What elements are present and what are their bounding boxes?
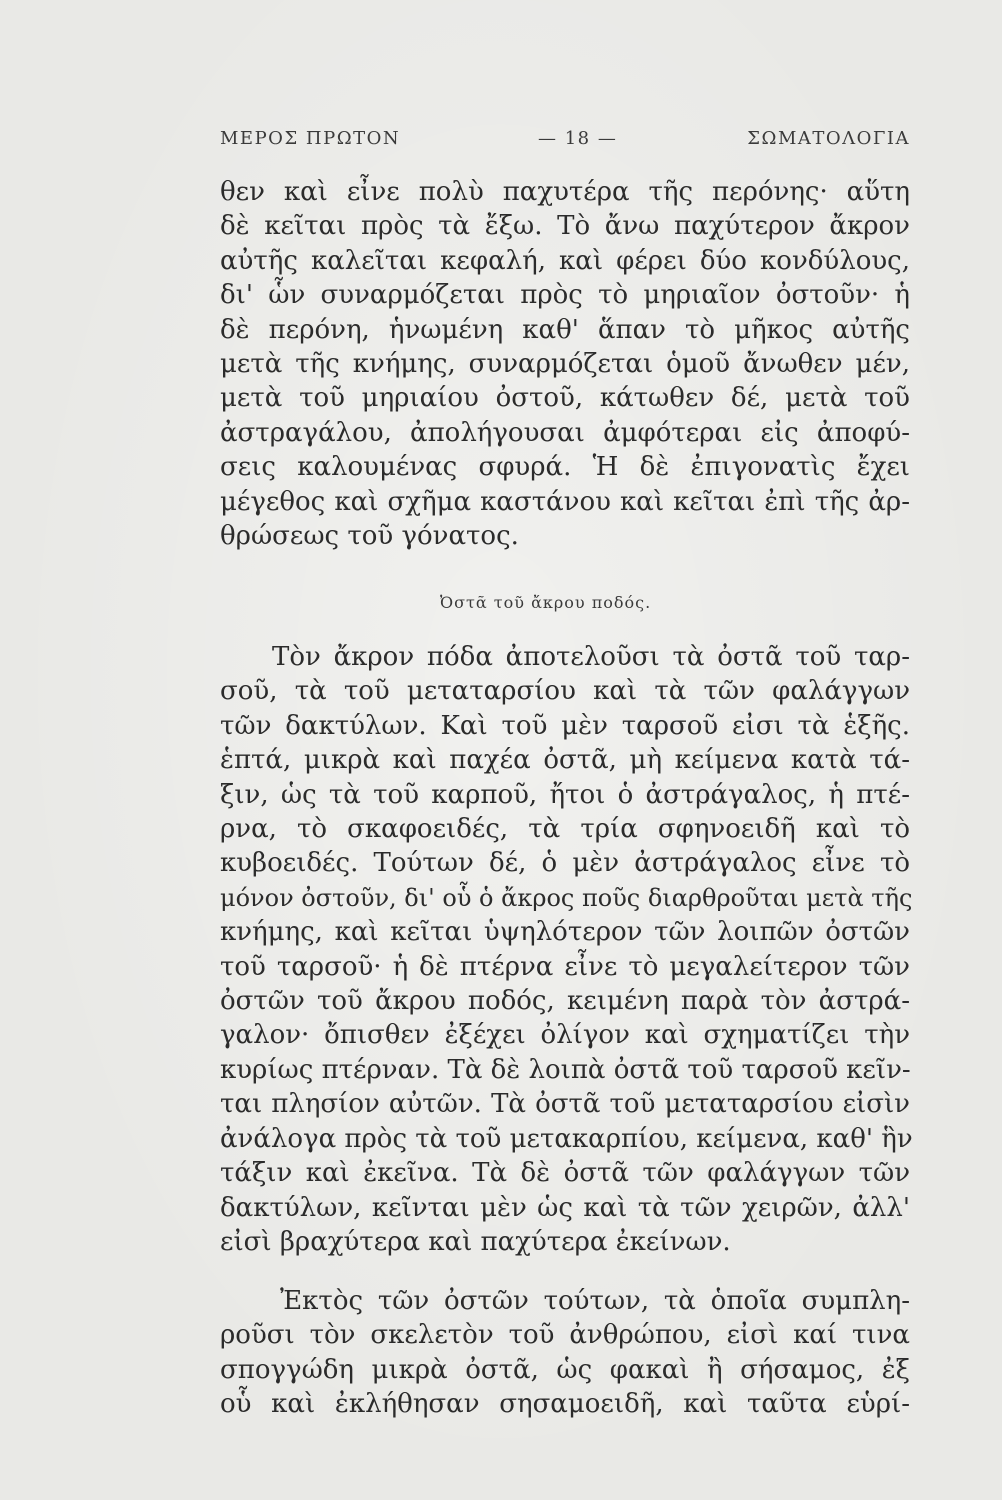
text-line: δακτύλων, κεῖνται μὲν ὡς καὶ τὰ τῶν χειρῶν, ἀλλ' (220, 1192, 910, 1223)
text-line: ἀστραγάλου, ἀπολήγουσαι ἀμφότεραι εἰς ἀποφύ- (220, 417, 910, 448)
text-line: σεις καλουμένας σφυρά. Ἡ δὲ ἐπιγονατὶς ἔχει (220, 452, 910, 483)
text-line: τοῦ ταρσοῦ· ἡ δὲ πτέρνα εἶνε τὸ μεγαλείτερον τῶν (220, 951, 910, 982)
header-part-title: ΜΕΡΟΣ ΠΡΩΤΟΝ (220, 128, 401, 149)
text-line: Ἐκτὸς τῶν ὀστῶν τούτων, τὰ ὁποῖα συμπλη- (280, 1286, 910, 1316)
header-book-title: ΣΩΜΑΤΟΛΟΓΙΑ (747, 128, 910, 149)
text-line: ται πλησίον αὐτῶν. Τὰ ὀστᾶ τοῦ μεταταρσίου εἰσὶν (220, 1089, 910, 1120)
text-line: θρώσεως τοῦ γόνατος. (220, 521, 519, 552)
text-line: δὲ κεῖται πρὸς τὰ ἔξω. Τὸ ἄνω παχύτερον ἄκρον (220, 211, 910, 242)
text-line: τάξιν καὶ ἐκεῖνα. Τὰ δὲ ὀστᾶ τῶν φαλάγγων τῶν (220, 1158, 910, 1189)
text-line: κνήμης, καὶ κεῖται ὑψηλότερον τῶν λοιπῶν ὀστῶν (220, 917, 910, 948)
text-line: ὀστῶν τοῦ ἄκρου ποδός, κειμένη παρὰ τὸν ἀστρά- (220, 986, 910, 1017)
text-line: γαλον· ὄπισθεν ἐξέχει ὀλίγον καὶ σχηματίζει τὴν (220, 1020, 910, 1051)
text-line: σοῦ, τὰ τοῦ μεταταρσίου καὶ τὰ τῶν φαλάγγων (220, 676, 910, 707)
paragraph-3 (220, 1284, 910, 1422)
text-line: εἰσὶ βραχύτερα καὶ παχύτερα ἐκείνων. (220, 1226, 731, 1257)
text-line: μετὰ τῆς κνήμης, συναρμόζεται ὁμοῦ ἄνωθεν μέν, (220, 349, 910, 380)
text-line: σπογγώδη μικρὰ ὀστᾶ, ὡς φακαὶ ἢ σήσαμος, ἐξ (220, 1354, 910, 1385)
paragraph-2 (220, 640, 913, 1259)
page-number: — 18 — (538, 128, 618, 149)
text-line: θεν καὶ εἶνε πολὺ παχυτέρα τῆς περόνης· αὕτη (220, 177, 910, 207)
text-line: ροῦσι τὸν σκελετὸν τοῦ ἀνθρώπου, εἰσὶ καί τινα (220, 1320, 910, 1351)
running-header (220, 128, 910, 158)
text-line: ξιν, ὡς τὰ τοῦ καρποῦ, ἤτοι ὁ ἀστράγαλος, ἡ πτέ- (220, 779, 910, 810)
text-line: κυβοειδές. Τούτων δέ, ὁ μὲν ἀστράγαλος εἶνε τὸ (220, 848, 910, 879)
text-line: οὗ καὶ ἐκλήθησαν σησαμοειδῆ, καὶ ταῦτα εὑρί- (220, 1389, 910, 1420)
text-line: ἀνάλογα πρὸς τὰ τοῦ μετακαρπίου, κείμενα, καθ' ἣν (220, 1123, 913, 1154)
text-line: ρνα, τὸ σκαφοειδές, τὰ τρία σφηνοειδῆ καὶ τὸ (220, 814, 910, 845)
text-line: δι' ὧν συναρμόζεται πρὸς τὸ μηριαῖον ὀστοῦν· ἡ (220, 280, 910, 311)
paragraph-1 (220, 175, 910, 553)
text-line: μέγεθος καὶ σχῆμα καστάνου καὶ κεῖται ἐπὶ τῆς ἀρ- (220, 486, 910, 517)
section-subheading: Ὀστᾶ τοῦ ἄκρου ποδός. (440, 593, 652, 612)
text-line: μόνον ὀστοῦν, δι' οὗ ὁ ἄκρος ποῦς διαρθροῦται μετὰ τῆς (220, 883, 913, 912)
text-line: τῶν δακτύλων. Καὶ τοῦ μὲν ταρσοῦ εἰσι τὰ ἑξῆς. (220, 710, 910, 741)
text-line: κυρίως πτέρναν. Τὰ δὲ λοιπὰ ὀστᾶ τοῦ ταρσοῦ κεῖν- (220, 1054, 911, 1085)
text-line: μετὰ τοῦ μηριαίου ὀστοῦ, κάτωθεν δέ, μετὰ τοῦ (220, 383, 910, 414)
text-line: αὐτῆς καλεῖται κεφαλή, καὶ φέρει δύο κονδύλους, (220, 245, 910, 276)
text-line: Τὸν ἄκρον πόδα ἀποτελοῦσι τὰ ὀστᾶ τοῦ ταρ- (272, 642, 910, 672)
text-line: ἑπτά, μικρὰ καὶ παχέα ὀστᾶ, μὴ κείμενα κατὰ τά- (220, 745, 910, 776)
text-line: δὲ περόνη, ἡνωμένη καθ' ἅπαν τὸ μῆκος αὐτῆς (220, 314, 910, 345)
